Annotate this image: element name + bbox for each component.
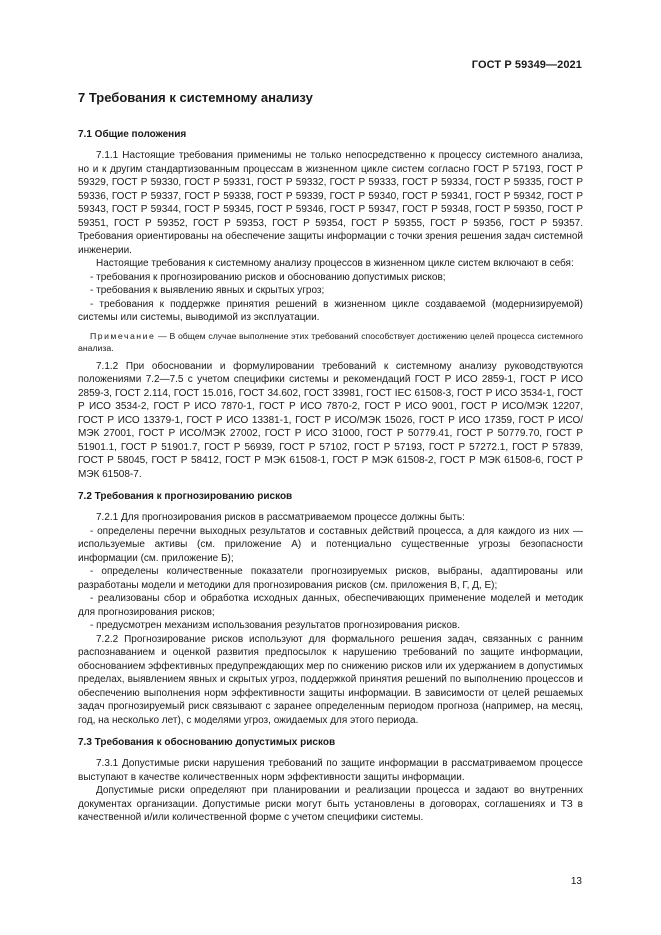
note-text: — В общем случае выполнение этих требований способствует достижению целей процесса системного анализа. bbox=[78, 330, 583, 353]
paragraph-7-1-2: 7.1.2 При обосновании и формулировании требований к системному анализу руководствуются положениями 7.2—7.5 с учетом специфики системы и рекомендаций ГОСТ Р ИСО 2859-1, ГОСТ Р ИСО 2859-3, ГОСТ 2.114, ГОСТ 15.016, ГОСТ 34.602, ГОСТ 33981, ГОСТ IEC 61508-3, ГОСТ Р ИСО 3534-1, ГОСТ Р ИСО 3534-2, ГОСТ Р ИСО 7870-1, ГОСТ Р ИСО 7870-2, ГОСТ Р ИСО 9001, ГОСТ Р ИСО/МЭК 12207, ГОСТ Р ИСО 13379-1, ГОСТ Р ИСО 13381-1, ГОСТ Р ИСО/МЭК 15026, ГОСТ Р ИСО 17359, ГОСТ Р ИСО/МЭК 27001, ГОСТ Р ИСО/МЭК 27002, ГОСТ Р ИСО 31000, ГОСТ Р 50779.41, ГОСТ Р 50779.70, ГОСТ Р 51901.1, ГОСТ Р 51901.7, ГОСТ Р 56939, ГОСТ Р 57102, ГОСТ Р 57193, ГОСТ Р 57272.1, ГОСТ Р 57839, ГОСТ Р 58045, ГОСТ Р 58412, ГОСТ Р МЭК 61508-1, ГОСТ Р МЭК 61508-2, ГОСТ Р МЭК 61508-6, ГОСТ Р МЭК 61508-7. bbox=[78, 360, 583, 480]
list-item: - требования к прогнозированию рисков и обоснованию допустимых рисков; bbox=[90, 271, 446, 283]
section-title-7-2: 7.2 Требования к прогнозированию рисков bbox=[78, 491, 293, 502]
note-label: Примечание bbox=[90, 330, 156, 341]
list-item: - требования к поддержке принятия решений в жизненном цикле создаваемой (модернизируемой) системы или системы, выводимой из эксплуатации. bbox=[78, 298, 583, 323]
list-item: - предусмотрен механизм использования результатов прогнозирования рисков. bbox=[90, 620, 461, 631]
paragraph-7-2-1: 7.2.1 Для прогнозирования рисков в рассматриваемом процессе должны быть: bbox=[96, 512, 465, 523]
page-number: 13 bbox=[570, 876, 582, 887]
list-item: - определены количественные показатели прогнозируемых рисков, выбраны, адаптированы или разработаны модели и методики для прогнозирования рисков (см. приложения В, Г, Д, Е); bbox=[78, 566, 583, 591]
paragraph-7-1-intro: Настоящие требования к системному анализу процессов в жизненном цикле систем включают в себя: bbox=[96, 258, 574, 269]
list-item: - требования к выявлению явных и скрытых угроз; bbox=[90, 285, 325, 296]
paragraph-7-3-extra: Допустимые риски определяют при планировании и реализации процесса и задают во внутренних документах организации. Допустимые риски могут быть установлены в договорах, соглашениях и ТЗ в качественной и/или количественной форме с учетом специфики системы. bbox=[78, 785, 583, 823]
paragraph-7-2-2: 7.2.2 Прогнозирование рисков используют для формального решения задач, связанных с ранним распознаванием и оценкой развития предпосылок к нарушению требований по защите информации, обоснованием эффективных предупреждающих мер по снижению рисков или их удержанием в допустимых пределах, выявлением явных и скрытых угроз, поддержкой принятия решений по выполнению процессов и обеспечению выполнения норм эффективности защиты информации. В зависимости от целей решаемых задач прогнозируемый риск связывают с заранее определенным периодом прогноза (например, на месяц, год, на несколько лет), с моделями угроз, ожидаемых для этого периода. bbox=[78, 633, 583, 726]
note bbox=[78, 330, 583, 354]
paragraph-7-3-1: 7.3.1 Допустимые риски нарушения требований по защите информации в рассматриваемом процессе выступают в качестве количественных норм эффективности защиты информации. bbox=[78, 758, 583, 783]
section-title-7-3: 7.3 Требования к обоснованию допустимых рисков bbox=[78, 737, 336, 748]
list-item: - определены перечни выходных результатов и составных действий процесса, а для каждого из них — используемые активы (см. приложение А) и потенциально существенные угрозы безопасности информации (см. приложение Б); bbox=[78, 525, 583, 564]
list-item: - реализованы сбор и обработка исходных данных, обеспечивающих применение моделей и методик для прогнозирования рисков; bbox=[78, 593, 583, 618]
chapter-title: 7 Требования к системному анализу bbox=[78, 90, 313, 105]
document-id: ГОСТ Р 59349—2021 bbox=[471, 59, 582, 71]
paragraph-7-1-1: 7.1.1 Настоящие требования применимы не только непосредственно к процессу системного анализа, но и к другим стандартизованным процессам в жизненном цикле систем согласно ГОСТ Р 57193, ГОСТ Р 59329, ГОСТ Р 59330, ГОСТ Р 59331, ГОСТ Р 59332, ГОСТ Р 59333, ГОСТ Р 59334, ГОСТ Р 59335, ГОСТ Р 59336, ГОСТ Р 59337, ГОСТ Р 59338, ГОСТ Р 59339, ГОСТ Р 59340, ГОСТ Р 59341, ГОСТ Р 59342, ГОСТ Р 59343, ГОСТ Р 59344, ГОСТ Р 59345, ГОСТ Р 59346, ГОСТ Р 59347, ГОСТ Р 59348, ГОСТ Р 59350, ГОСТ Р 59351, ГОСТ Р 59352, ГОСТ Р 59353, ГОСТ Р 59354, ГОСТ Р 59355, ГОСТ Р 59356, ГОСТ Р 59357. Требования ориентированы на обеспечение защиты информации с точки зрения решения задач системной инженерии. bbox=[78, 150, 583, 256]
page-content bbox=[78, 90, 583, 825]
section-title-7-1: 7.1 Общие положения bbox=[78, 129, 187, 140]
